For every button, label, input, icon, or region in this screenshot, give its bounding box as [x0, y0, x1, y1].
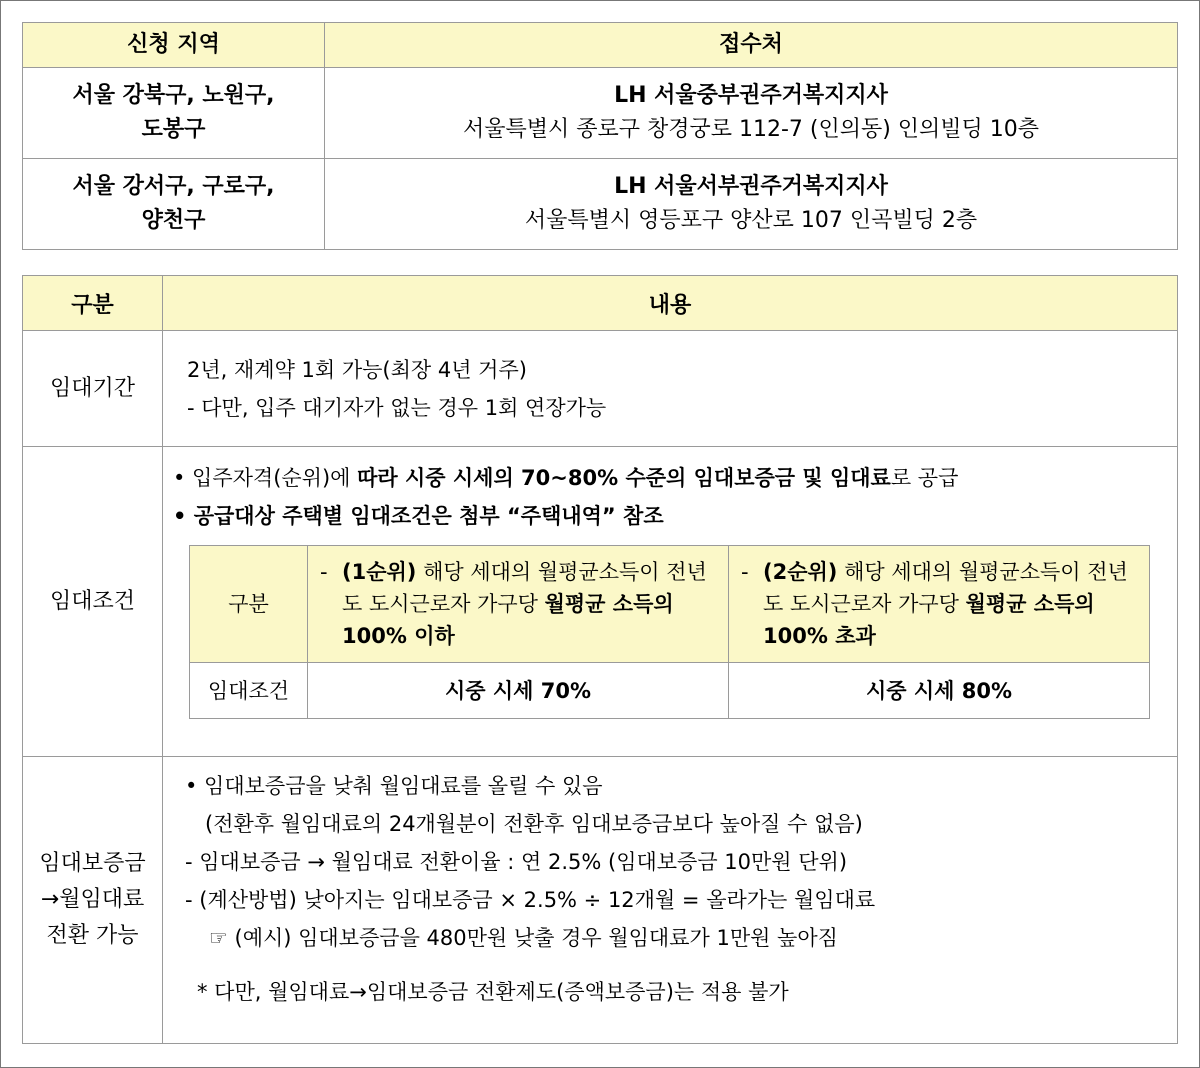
bullet-text: • 입주자격(순위)에 [173, 466, 358, 490]
bullet-text: 로 공급 [890, 466, 959, 490]
office-address: 서울특별시 종로구 창경궁로 112-7 (인의동) 인의빌딩 10층 [462, 117, 1040, 142]
rank-row-label: 임대조건 [190, 663, 308, 719]
header-region: 신청 지역 [23, 23, 325, 68]
region-line: 서울 강북구, 노원구, [72, 83, 275, 108]
rank2-desc: 해당 세대의 월평균소득이 전년도 도시근로자 가구당 [763, 560, 1128, 616]
conditions-table [22, 275, 1178, 1044]
lease-period-line: - 다만, 입주 대기자가 없는 경우 1회 연장가능 [187, 395, 607, 420]
bullet-line: • 공급대상 주택별 임대조건은 첨부 “주택내역” 참조 [173, 504, 664, 528]
bullet-bold: 따라 시중 시세의 70~80% 수준의 임대보증금 및 임대료 [357, 466, 891, 490]
lease-period-label: 임대기간 [23, 331, 163, 447]
rank2-header [729, 546, 1150, 663]
conversion-line: - (계산방법) 낮아지는 임대보증금 × 2.5% ÷ 12개월 = 올라가는 월임대료 [185, 888, 876, 912]
conversion-label-line: 전환 가능 [46, 923, 139, 948]
region-cell [23, 159, 325, 250]
conversion-content [163, 757, 1178, 1044]
table-row [23, 159, 1178, 250]
conversion-line: (전환후 월임대료의 24개월분이 전환후 임대보증금보다 높아질 수 없음) [205, 812, 863, 836]
region-line: 도봉구 [141, 117, 206, 142]
table-row [23, 757, 1178, 1044]
conversion-label-line: →월임대료 [40, 887, 145, 912]
conversion-line: • 임대보증금을 낮춰 월임대료를 올릴 수 있음 [185, 774, 603, 798]
rank2-value: 시중 시세 80% [729, 663, 1150, 719]
table-row [23, 331, 1178, 447]
lease-period-line: 2년, 재계약 1회 가능(최장 4년 거주) [187, 357, 527, 382]
header-category: 구분 [23, 276, 163, 331]
rank-table [189, 545, 1150, 719]
dash-marker: - [320, 560, 328, 584]
rank2-title: (2순위) [763, 560, 838, 584]
conversion-label [23, 757, 163, 1044]
office-cell [325, 159, 1178, 250]
region-cell [23, 68, 325, 159]
rank1-header [308, 546, 729, 663]
dash-marker: - [741, 560, 749, 584]
office-table [22, 22, 1178, 250]
rank2-tail: 월평균 소득의 100% 초과 [763, 592, 1095, 648]
example-line: ☞ (예시) 임대보증금을 480만원 낮출 경우 월임대료가 1만원 높아짐 [209, 926, 838, 950]
header-office: 접수처 [325, 23, 1178, 68]
office-name: LH 서울서부권주거복지지사 [614, 174, 888, 199]
rank1-desc: 해당 세대의 월평균소득이 전년도 도시근로자 가구당 [342, 560, 707, 616]
header-content: 내용 [163, 276, 1178, 331]
rank-header-label: 구분 [190, 546, 308, 663]
office-address: 서울특별시 영등포구 양산로 107 인곡빌딩 2층 [524, 208, 978, 233]
office-cell [325, 68, 1178, 159]
rank1-title: (1순위) [342, 560, 417, 584]
bullet-line [173, 459, 1177, 497]
table-row [23, 447, 1178, 757]
lease-conditions-label: 임대조건 [23, 447, 163, 757]
lease-period-content [163, 331, 1178, 447]
rank1-tail: 월평균 소득의 100% 이하 [342, 592, 674, 648]
note-line: * 다만, 월임대료→임대보증금 전환제도(증액보증금)는 적용 불가 [197, 980, 789, 1004]
lease-conditions-content [163, 447, 1178, 757]
conversion-label-line: 임대보증금 [39, 851, 146, 876]
rank1-value: 시중 시세 70% [308, 663, 729, 719]
table-row [23, 68, 1178, 159]
region-line: 양천구 [141, 208, 206, 233]
office-name: LH 서울중부권주거복지지사 [614, 83, 888, 108]
region-line: 서울 강서구, 구로구, [72, 174, 275, 199]
conversion-line: - 임대보증금 → 월임대료 전환이율 : 연 2.5% (임대보증금 10만원 단위) [185, 850, 848, 874]
